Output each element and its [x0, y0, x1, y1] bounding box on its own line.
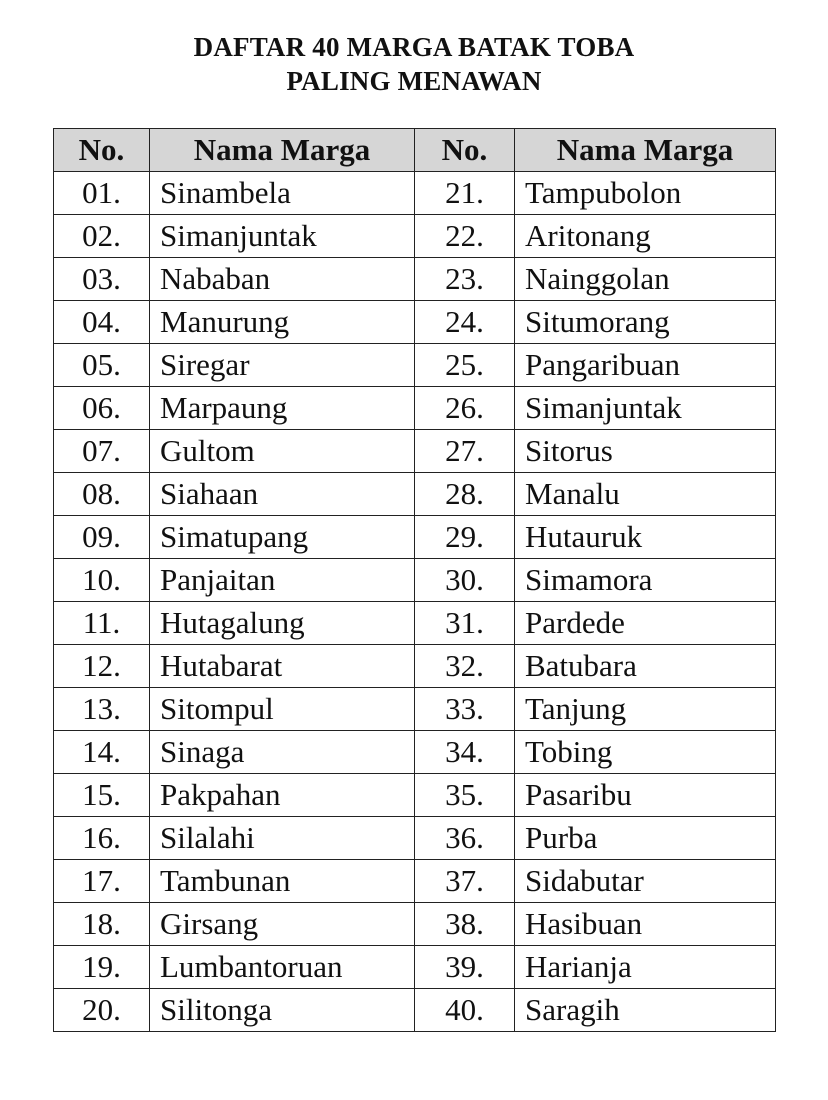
cell-no-right: 26. — [415, 387, 515, 430]
table-row — [54, 817, 776, 860]
cell-no-right: 25. — [415, 344, 515, 387]
table-row — [54, 602, 776, 645]
cell-no-right: 24. — [415, 301, 515, 344]
cell-name-right: Sidabutar — [515, 860, 776, 903]
cell-name-left: Sitompul — [150, 688, 415, 731]
cell-no-left: 20. — [54, 989, 150, 1032]
cell-no-right: 21. — [415, 172, 515, 215]
cell-name-right: Simamora — [515, 559, 776, 602]
cell-no-left: 05. — [54, 344, 150, 387]
cell-no-right: 22. — [415, 215, 515, 258]
cell-name-right: Manalu — [515, 473, 776, 516]
cell-name-right: Situmorang — [515, 301, 776, 344]
marga-table — [53, 128, 776, 1032]
cell-name-right: Hutauruk — [515, 516, 776, 559]
cell-name-right: Pardede — [515, 602, 776, 645]
cell-name-left: Sinaga — [150, 731, 415, 774]
table-row — [54, 344, 776, 387]
cell-no-right: 38. — [415, 903, 515, 946]
header-name-left: Nama Marga — [150, 129, 415, 172]
cell-no-left: 07. — [54, 430, 150, 473]
cell-name-left: Hutabarat — [150, 645, 415, 688]
cell-no-right: 37. — [415, 860, 515, 903]
cell-no-right: 28. — [415, 473, 515, 516]
table-row — [54, 989, 776, 1032]
cell-no-left: 13. — [54, 688, 150, 731]
table-row — [54, 946, 776, 989]
cell-name-right: Harianja — [515, 946, 776, 989]
cell-name-left: Silalahi — [150, 817, 415, 860]
table-row — [54, 774, 776, 817]
cell-name-left: Siregar — [150, 344, 415, 387]
cell-name-left: Girsang — [150, 903, 415, 946]
cell-name-right: Pangaribuan — [515, 344, 776, 387]
cell-name-right: Saragih — [515, 989, 776, 1032]
cell-no-left: 14. — [54, 731, 150, 774]
cell-name-left: Simatupang — [150, 516, 415, 559]
cell-no-right: 32. — [415, 645, 515, 688]
table-row — [54, 215, 776, 258]
table-row — [54, 688, 776, 731]
cell-no-right: 35. — [415, 774, 515, 817]
cell-name-left: Hutagalung — [150, 602, 415, 645]
table-row — [54, 301, 776, 344]
cell-no-left: 16. — [54, 817, 150, 860]
table-row — [54, 387, 776, 430]
cell-name-left: Silitonga — [150, 989, 415, 1032]
table-row — [54, 645, 776, 688]
header-name-right: Nama Marga — [515, 129, 776, 172]
cell-name-left: Siahaan — [150, 473, 415, 516]
cell-name-left: Panjaitan — [150, 559, 415, 602]
table-row — [54, 473, 776, 516]
title-line-2: PALING MENAWAN — [286, 66, 542, 96]
cell-no-right: 23. — [415, 258, 515, 301]
table-row — [54, 860, 776, 903]
cell-no-left: 06. — [54, 387, 150, 430]
cell-no-right: 29. — [415, 516, 515, 559]
cell-no-left: 12. — [54, 645, 150, 688]
cell-no-left: 04. — [54, 301, 150, 344]
cell-name-left: Tambunan — [150, 860, 415, 903]
table-row — [54, 731, 776, 774]
table-body — [54, 172, 776, 1032]
title-line-1: DAFTAR 40 MARGA BATAK TOBA — [193, 32, 635, 62]
cell-name-left: Lumbantoruan — [150, 946, 415, 989]
cell-name-left: Marpaung — [150, 387, 415, 430]
cell-name-right: Tobing — [515, 731, 776, 774]
cell-name-left: Pakpahan — [150, 774, 415, 817]
cell-name-right: Hasibuan — [515, 903, 776, 946]
cell-no-left: 17. — [54, 860, 150, 903]
cell-no-right: 36. — [415, 817, 515, 860]
cell-no-left: 02. — [54, 215, 150, 258]
cell-name-left: Nababan — [150, 258, 415, 301]
cell-no-right: 34. — [415, 731, 515, 774]
cell-no-left: 19. — [54, 946, 150, 989]
header-no-left: No. — [54, 129, 150, 172]
cell-no-left: 18. — [54, 903, 150, 946]
table-row — [54, 903, 776, 946]
cell-name-right: Pasaribu — [515, 774, 776, 817]
cell-no-left: 03. — [54, 258, 150, 301]
cell-no-left: 11. — [54, 602, 150, 645]
cell-name-right: Tampubolon — [515, 172, 776, 215]
cell-name-left: Gultom — [150, 430, 415, 473]
cell-no-left: 15. — [54, 774, 150, 817]
cell-name-right: Nainggolan — [515, 258, 776, 301]
cell-name-left: Manurung — [150, 301, 415, 344]
cell-no-right: 27. — [415, 430, 515, 473]
table-row — [54, 559, 776, 602]
cell-no-right: 30. — [415, 559, 515, 602]
cell-no-left: 10. — [54, 559, 150, 602]
cell-no-right: 33. — [415, 688, 515, 731]
table-row — [54, 258, 776, 301]
table-row — [54, 172, 776, 215]
header-no-right: No. — [415, 129, 515, 172]
cell-name-right: Purba — [515, 817, 776, 860]
table-row — [54, 516, 776, 559]
document-title — [0, 30, 828, 98]
cell-name-right: Batubara — [515, 645, 776, 688]
cell-name-right: Sitorus — [515, 430, 776, 473]
table-row — [54, 430, 776, 473]
cell-no-right: 40. — [415, 989, 515, 1032]
cell-name-right: Aritonang — [515, 215, 776, 258]
cell-name-right: Simanjuntak — [515, 387, 776, 430]
cell-name-left: Sinambela — [150, 172, 415, 215]
table-header-row — [54, 129, 776, 172]
cell-name-right: Tanjung — [515, 688, 776, 731]
cell-no-right: 31. — [415, 602, 515, 645]
cell-no-left: 09. — [54, 516, 150, 559]
cell-no-left: 01. — [54, 172, 150, 215]
cell-no-left: 08. — [54, 473, 150, 516]
cell-no-right: 39. — [415, 946, 515, 989]
cell-name-left: Simanjuntak — [150, 215, 415, 258]
